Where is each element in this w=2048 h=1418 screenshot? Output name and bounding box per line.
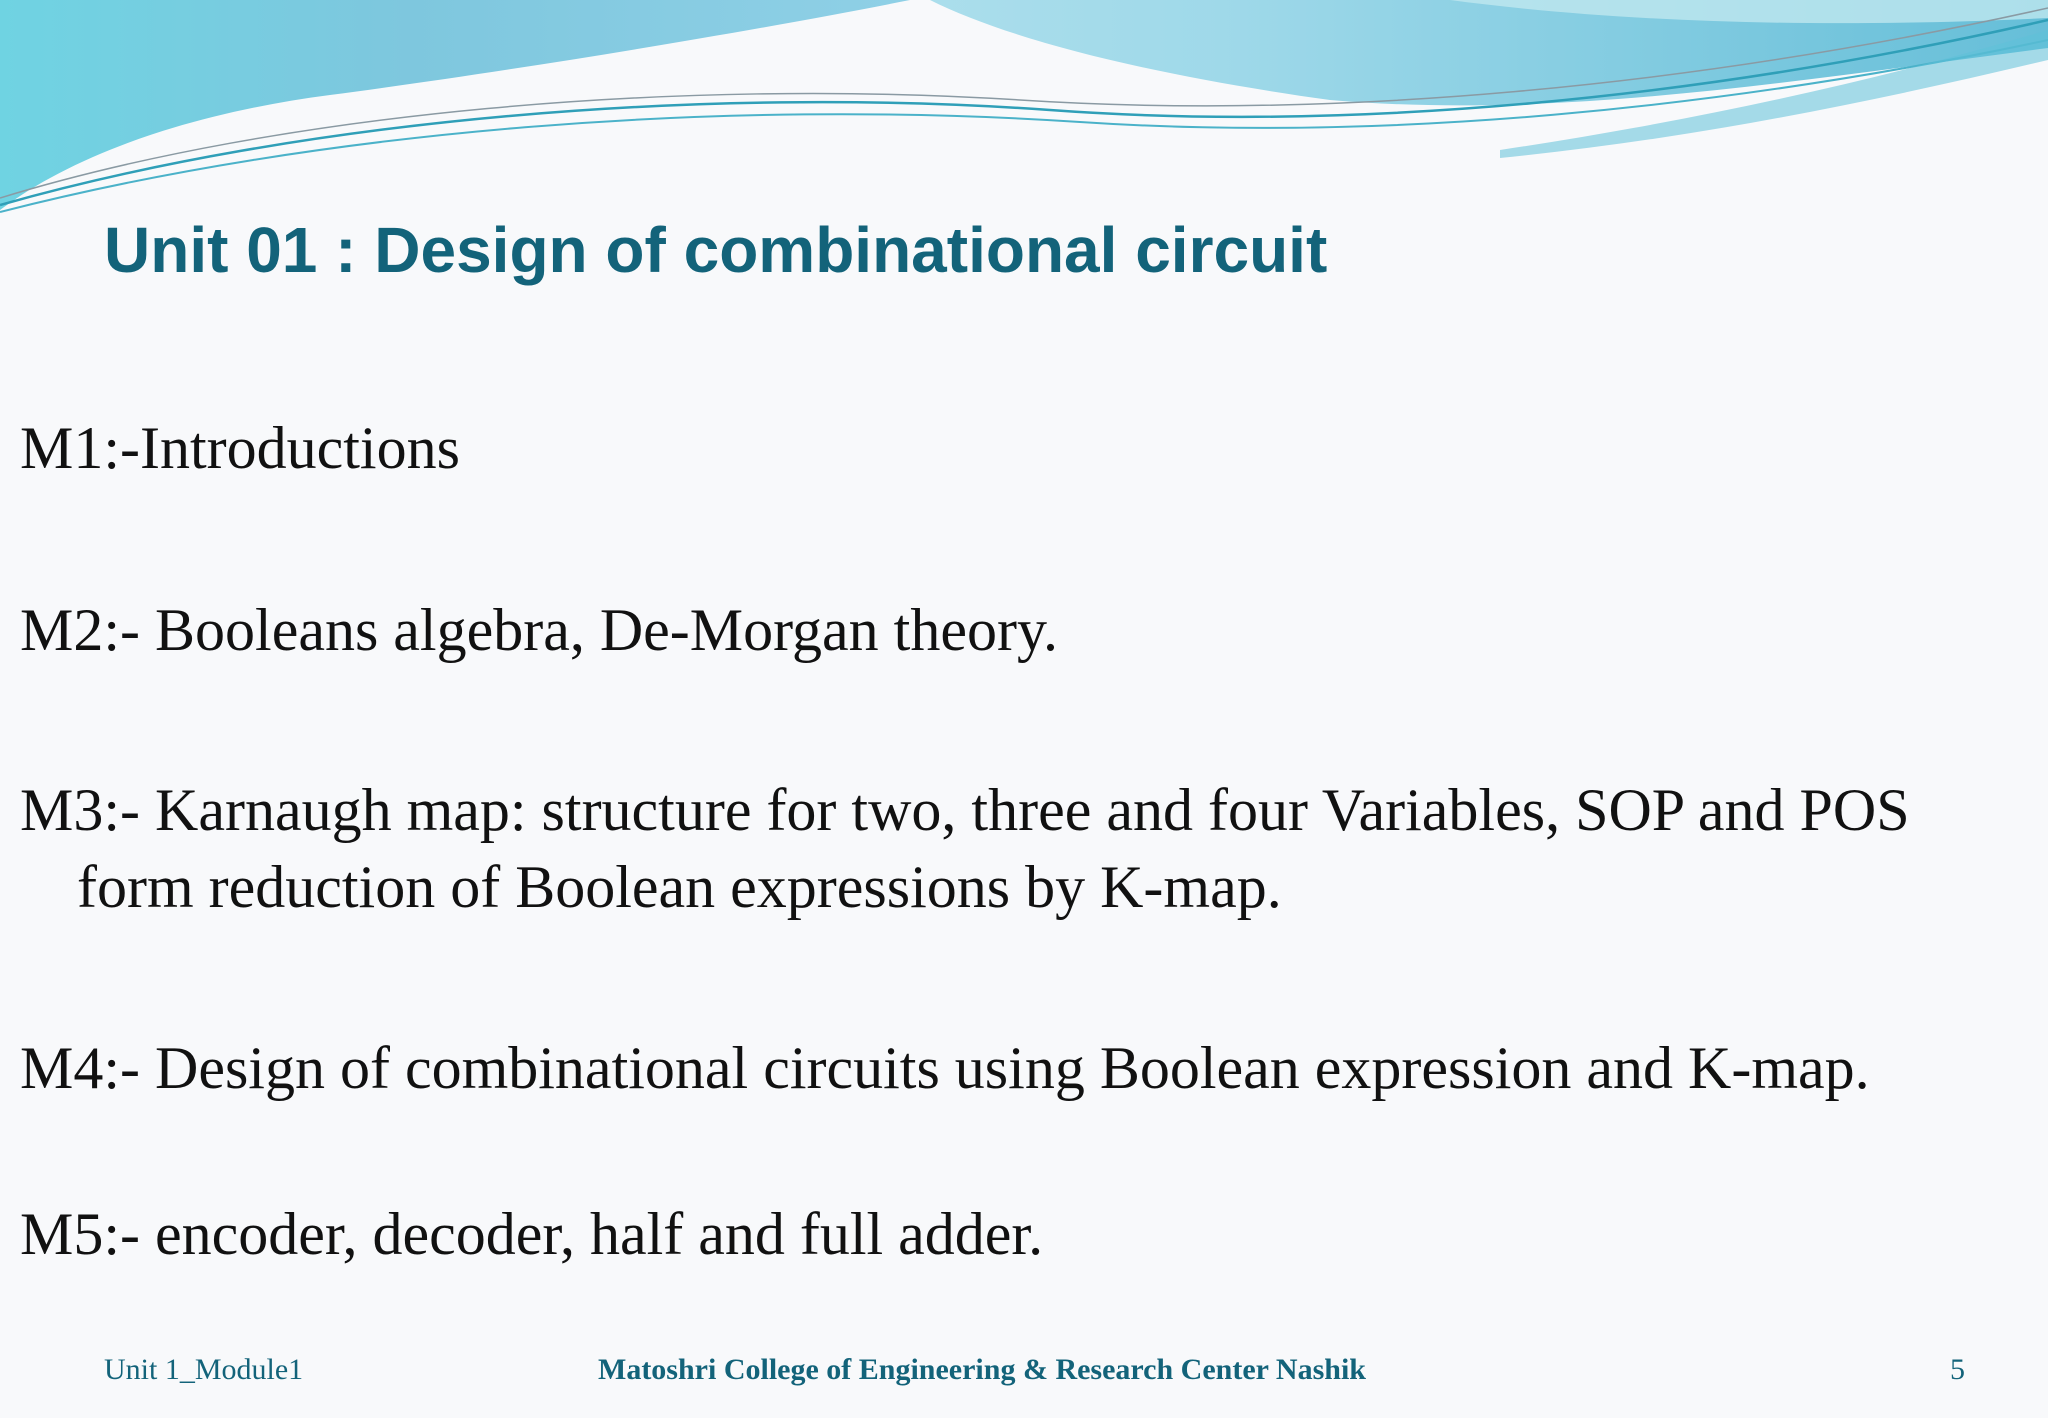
footer-college-name: Matoshri College of Engineering & Research Center Nashik bbox=[598, 1353, 1366, 1386]
footer-unit-label: Unit 1_Module1 bbox=[104, 1353, 304, 1386]
module-item-m2: M2:- Booleans algebra, De-Morgan theory. bbox=[20, 597, 1059, 663]
footer-page-number: 5 bbox=[1950, 1353, 1965, 1386]
header-wave-decoration bbox=[0, 0, 2048, 230]
module-item-m3: M3:- Karnaugh map: structure for two, three and four Variables, SOP and POS form reduction of Boolean expressions by K-map. bbox=[20, 777, 1910, 920]
module-item-m5: M5:- encoder, decoder, half and full adder. bbox=[20, 1201, 1044, 1267]
module-item-m1: M1:-Introductions bbox=[20, 415, 460, 481]
slide-title: Unit 01 : Design of combinational circuit bbox=[104, 214, 1328, 286]
module-item-m4: M4:- Design of combinational circuits using Boolean expression and K-map. bbox=[20, 1035, 1870, 1101]
